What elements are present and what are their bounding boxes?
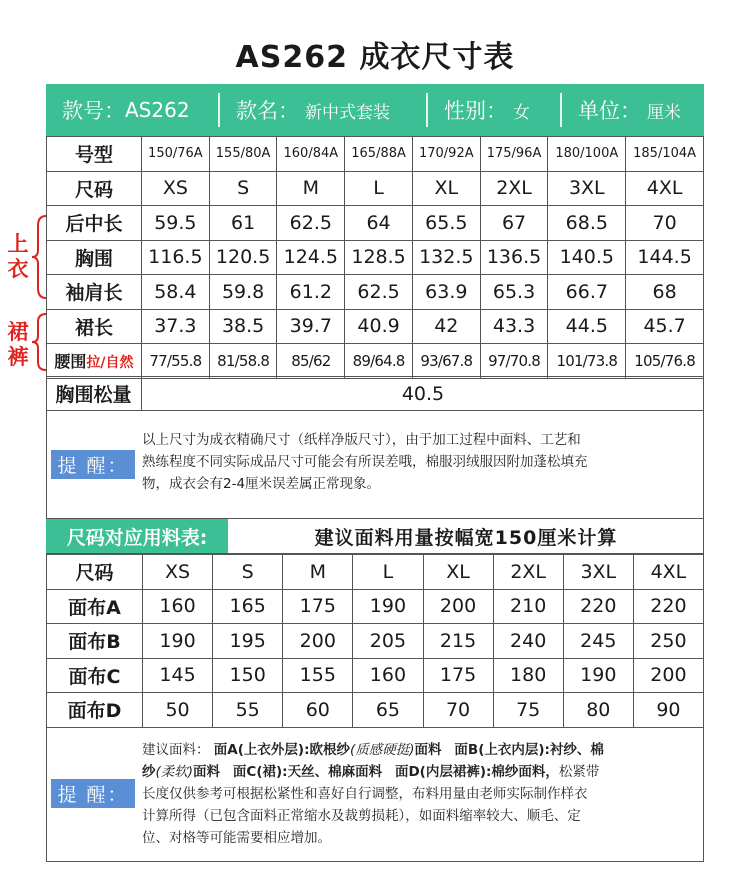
fabric-a-cell: 190 [353,589,423,624]
fabric-a-cell: 210 [493,589,563,624]
table-row [47,344,704,379]
waist-cell: 89/64.8 [345,344,413,379]
tip2-text [142,739,694,849]
fabric-c-cell: 155 [283,658,353,693]
hao-cell: 165/88A [345,137,413,172]
table-row [47,658,704,693]
unit-cell [562,93,704,127]
skirt-length-label: 裙长 [47,309,142,344]
top-brace-icon [30,214,48,300]
chest-cell: 136.5 [480,240,548,275]
waist-label-cell [47,344,142,379]
chest-cell: 128.5 [345,240,413,275]
size-cell: S [209,171,277,206]
fabric-size-cell: XS [143,555,213,590]
hao-cell: 175/96A [480,137,548,172]
fabric-c-cell: 175 [423,658,493,693]
hao-cell: 150/76A [142,137,210,172]
table-row [47,171,704,206]
waist-cell: 101/73.8 [548,344,626,379]
table-row [47,309,704,344]
fabric-d-label: 面布D [47,693,143,728]
fabric-a-cell: 200 [423,589,493,624]
table-row [47,240,704,275]
fabric-a-cell: 165 [213,589,283,624]
fabric-c-cell: 200 [633,658,703,693]
gender-value: 女 [513,102,530,123]
table-row [47,275,704,310]
chest-cell: 144.5 [626,240,704,275]
waist-label: 腰围 [54,352,87,372]
bottom-side-label: 裙裤 [7,320,29,369]
size-cell: 3XL [548,171,626,206]
tip2-d-part: 面D(内层裙裤):棉纱面料， [394,764,559,780]
table-row [47,137,704,172]
chest-cell: 120.5 [209,240,277,275]
style-no-value: AS262 [125,98,190,122]
hao-cell: 180/100A [548,137,626,172]
hao-cell: 170/92A [412,137,480,172]
sleeve-cell: 58.4 [142,275,210,310]
sleeve-cell: 63.9 [412,275,480,310]
skirt-length-cell: 43.3 [480,309,548,344]
page-title: AS262 成衣尺寸表 [235,40,515,75]
fabric-b-cell: 250 [633,624,703,659]
fabric-a-cell: 175 [283,589,353,624]
fabric-size-label: 尺码 [47,555,143,590]
back-length-cell: 64 [345,206,413,241]
sleeve-cell: 66.7 [548,275,626,310]
tip2-line [142,761,694,783]
fabric-b-cell: 190 [143,624,213,659]
chest-ease-value: 40.5 [401,382,445,405]
tip2-b-tail: 面料 [193,764,221,780]
chest-cell: 116.5 [142,240,210,275]
fabric-c-cell: 145 [143,658,213,693]
tip-line: 熟练程度不同实际成品尺寸可能会有所误差哦，棉服羽绒服因附加蓬松填充 [142,454,588,470]
tip2-intro: 建议面料： [142,742,210,758]
size-label: 尺码 [47,171,142,206]
back-length-cell: 70 [626,206,704,241]
skirt-length-cell: 42 [412,309,480,344]
waist-cell: 77/55.8 [142,344,210,379]
fabric-b-label: 面布B [47,624,143,659]
sleeve-cell: 61.2 [277,275,345,310]
tip2-line: 位、对格等可能需要相应增加。 [142,830,331,846]
back-length-label: 后中长 [47,206,142,241]
sleeve-cell: 65.3 [480,275,548,310]
tip2-c-part: 面C(裙):天丝、棉麻面料 [232,764,383,780]
style-no-label: 款号： [62,99,125,123]
fabric-b-cell: 200 [283,624,353,659]
size-cell: XS [142,171,210,206]
fabric-section-bar [46,518,704,554]
back-length-cell: 67 [480,206,548,241]
hao-cell: 185/104A [626,137,704,172]
fabric-c-cell: 150 [213,658,283,693]
fabric-b-cell: 205 [353,624,423,659]
waist-suffix: 拉/自然 [86,355,134,372]
waist-cell: 93/67.8 [412,344,480,379]
skirt-length-cell: 44.5 [548,309,626,344]
waist-cell: 81/58.8 [209,344,277,379]
back-length-cell: 65.5 [412,206,480,241]
back-length-cell: 61 [209,206,277,241]
tip2-b-head: 面B(上衣内层):衬纱、棉 [454,742,604,758]
fabric-c-cell: 180 [493,658,563,693]
skirt-length-cell: 45.7 [626,309,704,344]
tip-badge-2: 提 醒： [51,779,135,808]
fabric-size-cell: M [283,555,353,590]
fabric-size-cell: 2XL [493,555,563,590]
fabric-a-cell: 220 [633,589,703,624]
fabric-d-cell: 55 [213,693,283,728]
fabric-section-note: 建议面料用量按幅宽150厘米计算 [314,526,618,549]
fabric-d-cell: 50 [143,693,213,728]
style-name-label: 款名： [236,99,299,123]
fabric-b-cell: 245 [563,624,633,659]
fabric-size-cell: S [213,555,283,590]
tip-line: 物，成衣会有2-4厘米误差属正常现象。 [142,476,381,492]
waist-cell: 105/76.8 [626,344,704,379]
tip2-b-italic: (柔软) [155,764,194,780]
skirt-length-cell: 39.7 [277,309,345,344]
table-row [47,555,704,590]
table-row [47,206,704,241]
size-table [46,136,704,379]
fabric-d-cell: 75 [493,693,563,728]
unit-label: 单位： [578,99,641,123]
skirt-length-cell: 38.5 [209,309,277,344]
tip2-a-tail: 面料 [414,742,442,758]
gender-label: 性别： [444,99,507,123]
fabric-a-label: 面布A [47,589,143,624]
fabric-size-cell: 3XL [563,555,633,590]
fabric-a-cell: 160 [143,589,213,624]
tip2-a-italic: (质感硬挺) [349,742,415,758]
fabric-c-cell: 160 [353,658,423,693]
fabric-section-tag: 尺码对应用料表: [46,519,228,553]
size-cell: XL [412,171,480,206]
skirt-length-cell: 37.3 [142,309,210,344]
table-row [47,693,704,728]
back-length-cell: 62.5 [277,206,345,241]
fabric-d-cell: 65 [353,693,423,728]
style-name-cell [220,93,428,127]
back-length-cell: 59.5 [142,206,210,241]
bottom-brace-icon [30,312,48,372]
table-row [47,624,704,659]
size-cell: M [277,171,345,206]
chest-label: 胸围 [47,240,142,275]
fabric-b-cell: 240 [493,624,563,659]
fabric-d-cell: 60 [283,693,353,728]
hao-cell: 160/84A [277,137,345,172]
sleeve-cell: 59.8 [209,275,277,310]
sleeve-label: 袖肩长 [47,275,142,310]
sleeve-cell: 68 [626,275,704,310]
style-no-cell [46,93,220,127]
fabric-size-cell: XL [423,555,493,590]
skirt-length-cell: 40.9 [345,309,413,344]
tip2-a-head: 面A(上衣外层):欧根纱 [213,742,350,758]
chest-ease-label: 胸围松量 [46,377,142,410]
tip2-b-cont: 纱 [142,764,156,780]
hao-label: 号型 [47,137,142,172]
tip-badge: 提 醒： [51,450,135,479]
table-row [47,589,704,624]
tip-line: 以上尺寸为成衣精确尺寸（纸样净版尺寸），由于加工过程中面料、工艺和 [142,432,581,448]
style-name-value: 新中式套装 [305,102,390,123]
waist-cell: 85/62 [277,344,345,379]
fabric-b-cell: 195 [213,624,283,659]
tip2-line2-tail: 松紧带 [558,764,600,780]
sleeve-cell: 62.5 [345,275,413,310]
size-cell: 2XL [480,171,548,206]
header-bar [46,84,704,136]
back-length-cell: 68.5 [548,206,626,241]
fabric-d-cell: 70 [423,693,493,728]
fabric-c-label: 面布C [47,658,143,693]
fabric-a-cell: 220 [563,589,633,624]
fabric-d-cell: 80 [563,693,633,728]
unit-value: 厘米 [647,102,681,123]
chest-cell: 132.5 [412,240,480,275]
fabric-size-cell: L [353,555,423,590]
chest-cell: 140.5 [548,240,626,275]
size-cell: L [345,171,413,206]
tip2-line [142,739,694,761]
fabric-c-cell: 190 [563,658,633,693]
fabric-size-cell: 4XL [633,555,703,590]
fabric-b-cell: 215 [423,624,493,659]
size-cell: 4XL [626,171,704,206]
fabric-table [46,554,704,728]
hao-cell: 155/80A [209,137,277,172]
tip-text [142,429,698,495]
chest-cell: 124.5 [277,240,345,275]
tip2-line: 计算所得（已包含面料正常缩水及裁剪损耗），如面料缩率较大、顺毛、定 [142,808,581,824]
fabric-d-cell: 90 [633,693,703,728]
gender-cell [428,93,562,127]
waist-cell: 97/70.8 [480,344,548,379]
tip2-line: 长度仅供参考可根据松紧性和喜好自行调整，布料用量由老师实际制作样衣 [142,786,588,802]
top-side-label: 上衣 [7,232,29,281]
chest-ease-row [46,376,704,411]
